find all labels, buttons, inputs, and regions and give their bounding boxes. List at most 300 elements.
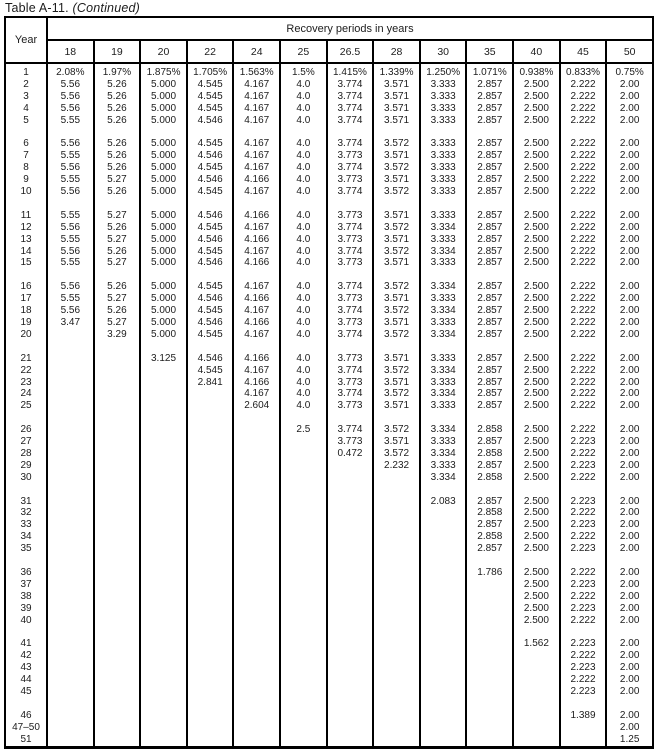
value-cell-30yr: 3.333 (420, 115, 467, 127)
value-cell-26.5yr: 3.773 (327, 234, 374, 246)
spacer-cell (606, 341, 653, 353)
value-cell-26.5yr: 3.774 (327, 281, 374, 293)
value-cell-35yr: 2.857 (466, 317, 513, 329)
value-cell-35yr (466, 674, 513, 686)
value-cell-40yr: 2.500 (513, 472, 560, 484)
table-row-year-27 (5, 436, 653, 448)
value-cell-40yr: 2.500 (513, 591, 560, 603)
value-cell-22yr: 4.546 (187, 210, 234, 222)
spacer-cell (187, 269, 234, 281)
value-cell-28yr: 2.232 (373, 460, 420, 472)
value-cell-20yr: 5.000 (140, 91, 187, 103)
value-cell-28yr (373, 472, 420, 484)
value-cell-30yr (420, 734, 467, 747)
value-cell-40yr: 2.500 (513, 174, 560, 186)
value-cell-30yr: 3.333 (420, 257, 467, 269)
value-cell-18yr: 5.55 (47, 234, 94, 246)
value-cell-20yr: 5.000 (140, 79, 187, 91)
value-cell-25yr: 4.0 (280, 115, 327, 127)
value-cell-40yr: 2.500 (513, 460, 560, 472)
year-cell: 7 (5, 150, 47, 162)
value-cell-26.5yr: 3.774 (327, 115, 374, 127)
spacer-cell (513, 198, 560, 210)
value-cell-22yr: 4.545 (187, 305, 234, 317)
value-cell-18yr (47, 543, 94, 555)
value-cell-45yr: 2.222 (560, 210, 607, 222)
value-cell-20yr (140, 710, 187, 722)
value-cell-22yr (187, 734, 234, 747)
value-cell-24yr: 4.166 (233, 257, 280, 269)
value-cell-40yr: 2.500 (513, 305, 560, 317)
spacer-cell (560, 269, 607, 281)
spacer-cell (560, 555, 607, 567)
period-header-30: 30 (420, 40, 467, 63)
value-cell-20yr: 3.125 (140, 353, 187, 365)
table-title (4, 0, 654, 16)
spacer-cell (606, 198, 653, 210)
value-cell-40yr: 2.500 (513, 365, 560, 377)
value-cell-20yr: 5.000 (140, 174, 187, 186)
value-cell-24yr (233, 472, 280, 484)
value-cell-18yr (47, 603, 94, 615)
value-cell-50yr: 2.00 (606, 400, 653, 412)
value-cell-50yr: 2.00 (606, 638, 653, 650)
value-cell-24yr (233, 436, 280, 448)
table-row-year-6 (5, 138, 653, 150)
value-cell-26.5yr (327, 674, 374, 686)
spacer-cell (513, 555, 560, 567)
spacer-cell (420, 127, 467, 139)
value-cell-24yr (233, 686, 280, 698)
value-cell-30yr: 3.333 (420, 210, 467, 222)
value-cell-26.5yr: 3.774 (327, 388, 374, 400)
value-cell-45yr: 2.222 (560, 103, 607, 115)
year-cell: 3 (5, 91, 47, 103)
table-row-year-29 (5, 460, 653, 472)
value-cell-50yr: 2.00 (606, 317, 653, 329)
value-cell-24yr (233, 496, 280, 508)
group-spacer-row (5, 269, 653, 281)
value-cell-35yr: 2.857 (466, 162, 513, 174)
value-cell-28yr: 3.571 (373, 174, 420, 186)
value-cell-19yr (94, 686, 141, 698)
spacer-cell (420, 341, 467, 353)
value-cell-50yr: 2.00 (606, 329, 653, 341)
value-cell-26.5yr: 0.472 (327, 448, 374, 460)
year-cell: 45 (5, 686, 47, 698)
spacer-cell (47, 269, 94, 281)
year-cell: 29 (5, 460, 47, 472)
group-spacer-row (5, 626, 653, 638)
spacer-cell (466, 626, 513, 638)
value-cell-45yr: 2.222 (560, 281, 607, 293)
value-cell-19yr (94, 448, 141, 460)
value-cell-30yr (420, 579, 467, 591)
value-cell-45yr: 2.222 (560, 150, 607, 162)
spacer-cell (187, 484, 234, 496)
spacer-cell (94, 626, 141, 638)
value-cell-35yr: 2.857 (466, 353, 513, 365)
value-cell-22yr (187, 579, 234, 591)
spacer-cell (140, 484, 187, 496)
period-header-18: 18 (47, 40, 94, 63)
value-cell-30yr: 3.333 (420, 377, 467, 389)
spacer-cell (140, 698, 187, 710)
value-cell-30yr: 3.333 (420, 460, 467, 472)
value-cell-24yr: 4.167 (233, 281, 280, 293)
value-cell-50yr: 2.00 (606, 615, 653, 627)
value-cell-35yr: 2.857 (466, 305, 513, 317)
value-cell-25yr: 4.0 (280, 150, 327, 162)
year-cell: 39 (5, 603, 47, 615)
value-cell-30yr: 3.334 (420, 305, 467, 317)
period-header-45: 45 (560, 40, 607, 63)
spacer-cell (373, 626, 420, 638)
value-cell-18yr (47, 722, 94, 734)
spacer-cell (420, 198, 467, 210)
year-cell: 16 (5, 281, 47, 293)
value-cell-28yr: 1.339% (373, 63, 420, 79)
value-cell-19yr (94, 424, 141, 436)
value-cell-30yr: 1.250% (420, 63, 467, 79)
value-cell-35yr: 2.857 (466, 377, 513, 389)
year-cell: 40 (5, 615, 47, 627)
value-cell-22yr: 4.545 (187, 281, 234, 293)
value-cell-45yr: 2.222 (560, 591, 607, 603)
value-cell-19yr (94, 436, 141, 448)
table-row-year-28 (5, 448, 653, 460)
value-cell-50yr: 2.00 (606, 436, 653, 448)
value-cell-40yr: 2.500 (513, 377, 560, 389)
spacer-cell (327, 484, 374, 496)
spacer-cell (606, 484, 653, 496)
period-header-50: 50 (606, 40, 653, 63)
value-cell-19yr (94, 591, 141, 603)
value-cell-26.5yr: 3.773 (327, 400, 374, 412)
year-column-header: Year (5, 17, 47, 63)
spacer-cell (513, 127, 560, 139)
value-cell-25yr: 4.0 (280, 353, 327, 365)
value-cell-26.5yr (327, 734, 374, 747)
value-cell-26.5yr: 1.415% (327, 63, 374, 79)
value-cell-24yr (233, 448, 280, 460)
value-cell-18yr: 2.08% (47, 63, 94, 79)
value-cell-26.5yr (327, 567, 374, 579)
value-cell-20yr: 5.000 (140, 293, 187, 305)
value-cell-30yr: 3.333 (420, 400, 467, 412)
year-cell: 33 (5, 519, 47, 531)
value-cell-30yr: 3.333 (420, 103, 467, 115)
value-cell-26.5yr: 3.774 (327, 424, 374, 436)
year-cell: 2 (5, 79, 47, 91)
value-cell-40yr: 2.500 (513, 103, 560, 115)
period-header-26.5: 26.5 (327, 40, 374, 63)
value-cell-45yr (560, 734, 607, 747)
value-cell-28yr (373, 638, 420, 650)
value-cell-26.5yr: 3.774 (327, 246, 374, 258)
value-cell-40yr: 2.500 (513, 138, 560, 150)
value-cell-45yr: 2.222 (560, 365, 607, 377)
value-cell-45yr: 2.223 (560, 543, 607, 555)
value-cell-22yr: 4.545 (187, 186, 234, 198)
value-cell-18yr (47, 329, 94, 341)
value-cell-26.5yr (327, 662, 374, 674)
value-cell-26.5yr (327, 603, 374, 615)
table-row-year-47–50 (5, 722, 653, 734)
value-cell-50yr: 2.00 (606, 579, 653, 591)
value-cell-35yr: 2.858 (466, 424, 513, 436)
spacer-cell (560, 341, 607, 353)
value-cell-26.5yr: 3.774 (327, 365, 374, 377)
value-cell-22yr (187, 448, 234, 460)
year-cell: 22 (5, 365, 47, 377)
value-cell-40yr: 2.500 (513, 162, 560, 174)
value-cell-18yr: 3.47 (47, 317, 94, 329)
value-cell-22yr (187, 591, 234, 603)
value-cell-40yr: 2.500 (513, 317, 560, 329)
value-cell-28yr: 3.572 (373, 162, 420, 174)
spacer-cell (94, 269, 141, 281)
value-cell-18yr (47, 400, 94, 412)
period-header-25: 25 (280, 40, 327, 63)
spacer-cell (560, 484, 607, 496)
value-cell-40yr: 2.500 (513, 234, 560, 246)
value-cell-30yr: 3.334 (420, 388, 467, 400)
recovery-periods-header: Recovery periods in years (47, 17, 653, 40)
value-cell-40yr: 2.500 (513, 115, 560, 127)
period-header-19: 19 (94, 40, 141, 63)
spacer-cell (606, 269, 653, 281)
year-cell: 20 (5, 329, 47, 341)
value-cell-35yr: 2.857 (466, 281, 513, 293)
table-row-year-18 (5, 305, 653, 317)
value-cell-40yr: 2.500 (513, 91, 560, 103)
value-cell-25yr: 4.0 (280, 329, 327, 341)
table-row-year-25 (5, 400, 653, 412)
value-cell-50yr: 2.00 (606, 448, 653, 460)
value-cell-18yr (47, 591, 94, 603)
value-cell-28yr: 3.571 (373, 210, 420, 222)
year-cell: 35 (5, 543, 47, 555)
value-cell-35yr: 2.857 (466, 91, 513, 103)
value-cell-25yr: 4.0 (280, 138, 327, 150)
value-cell-28yr (373, 650, 420, 662)
year-cell: 1 (5, 63, 47, 79)
value-cell-50yr: 2.00 (606, 567, 653, 579)
value-cell-26.5yr: 3.773 (327, 353, 374, 365)
value-cell-45yr: 2.222 (560, 507, 607, 519)
value-cell-45yr: 0.833% (560, 63, 607, 79)
spacer-cell (466, 269, 513, 281)
value-cell-35yr: 2.857 (466, 150, 513, 162)
value-cell-18yr: 5.56 (47, 305, 94, 317)
value-cell-28yr (373, 722, 420, 734)
year-cell: 4 (5, 103, 47, 115)
value-cell-50yr: 2.00 (606, 138, 653, 150)
period-header-40: 40 (513, 40, 560, 63)
spacer-cell (466, 127, 513, 139)
value-cell-40yr: 2.500 (513, 79, 560, 91)
value-cell-24yr (233, 710, 280, 722)
value-cell-28yr (373, 543, 420, 555)
table-row-year-26 (5, 424, 653, 436)
spacer-cell (5, 127, 47, 139)
spacer-cell (140, 626, 187, 638)
value-cell-35yr: 2.858 (466, 531, 513, 543)
value-cell-40yr: 0.938% (513, 63, 560, 79)
value-cell-26.5yr (327, 507, 374, 519)
value-cell-22yr (187, 388, 234, 400)
value-cell-40yr: 2.500 (513, 507, 560, 519)
spacer-cell (373, 341, 420, 353)
value-cell-19yr (94, 365, 141, 377)
value-cell-35yr: 2.857 (466, 246, 513, 258)
value-cell-22yr: 4.545 (187, 138, 234, 150)
value-cell-20yr (140, 448, 187, 460)
value-cell-20yr: 5.000 (140, 246, 187, 258)
value-cell-25yr (280, 519, 327, 531)
value-cell-25yr (280, 579, 327, 591)
value-cell-45yr: 2.222 (560, 353, 607, 365)
period-header-28: 28 (373, 40, 420, 63)
spacer-cell (187, 127, 234, 139)
spacer-cell (280, 484, 327, 496)
value-cell-26.5yr: 3.773 (327, 317, 374, 329)
value-cell-26.5yr (327, 531, 374, 543)
spacer-cell (47, 412, 94, 424)
value-cell-24yr (233, 674, 280, 686)
value-cell-20yr (140, 531, 187, 543)
spacer-cell (94, 412, 141, 424)
value-cell-28yr (373, 567, 420, 579)
value-cell-40yr: 2.500 (513, 246, 560, 258)
spacer-cell (513, 269, 560, 281)
value-cell-25yr (280, 710, 327, 722)
value-cell-22yr: 4.546 (187, 257, 234, 269)
value-cell-24yr (233, 662, 280, 674)
value-cell-28yr (373, 603, 420, 615)
value-cell-22yr (187, 519, 234, 531)
value-cell-50yr: 1.25 (606, 734, 653, 747)
year-cell: 19 (5, 317, 47, 329)
value-cell-25yr: 4.0 (280, 174, 327, 186)
group-spacer-row (5, 341, 653, 353)
spacer-cell (373, 127, 420, 139)
year-cell: 11 (5, 210, 47, 222)
value-cell-18yr (47, 496, 94, 508)
value-cell-30yr: 3.334 (420, 222, 467, 234)
value-cell-30yr (420, 638, 467, 650)
value-cell-24yr: 4.166 (233, 210, 280, 222)
year-cell: 31 (5, 496, 47, 508)
value-cell-35yr: 1.786 (466, 567, 513, 579)
value-cell-45yr: 2.222 (560, 234, 607, 246)
value-cell-30yr (420, 662, 467, 674)
spacer-cell (466, 555, 513, 567)
value-cell-26.5yr (327, 519, 374, 531)
value-cell-28yr (373, 662, 420, 674)
spacer-cell (373, 198, 420, 210)
value-cell-40yr: 2.500 (513, 281, 560, 293)
spacer-cell (280, 555, 327, 567)
value-cell-30yr: 3.333 (420, 353, 467, 365)
value-cell-20yr (140, 591, 187, 603)
spacer-cell (466, 698, 513, 710)
value-cell-50yr: 2.00 (606, 174, 653, 186)
value-cell-30yr: 3.333 (420, 293, 467, 305)
year-cell: 14 (5, 246, 47, 258)
value-cell-35yr: 2.857 (466, 257, 513, 269)
year-cell: 17 (5, 293, 47, 305)
value-cell-26.5yr (327, 496, 374, 508)
value-cell-35yr: 2.857 (466, 138, 513, 150)
value-cell-30yr: 3.333 (420, 317, 467, 329)
value-cell-50yr: 2.00 (606, 222, 653, 234)
value-cell-24yr (233, 531, 280, 543)
value-cell-22yr (187, 400, 234, 412)
value-cell-26.5yr (327, 460, 374, 472)
value-cell-18yr (47, 579, 94, 591)
value-cell-40yr: 2.500 (513, 222, 560, 234)
value-cell-45yr: 2.222 (560, 531, 607, 543)
value-cell-50yr: 2.00 (606, 603, 653, 615)
value-cell-26.5yr: 3.774 (327, 186, 374, 198)
table-row-year-2 (5, 79, 653, 91)
spacer-cell (466, 341, 513, 353)
value-cell-24yr: 4.166 (233, 174, 280, 186)
value-cell-45yr: 2.222 (560, 174, 607, 186)
value-cell-35yr: 2.857 (466, 103, 513, 115)
value-cell-22yr: 4.546 (187, 234, 234, 246)
value-cell-30yr: 3.334 (420, 281, 467, 293)
value-cell-19yr (94, 579, 141, 591)
value-cell-28yr: 3.572 (373, 246, 420, 258)
value-cell-40yr (513, 662, 560, 674)
value-cell-26.5yr (327, 543, 374, 555)
spacer-cell (606, 127, 653, 139)
value-cell-35yr: 2.857 (466, 436, 513, 448)
value-cell-26.5yr (327, 638, 374, 650)
value-cell-25yr: 4.0 (280, 210, 327, 222)
value-cell-19yr: 1.97% (94, 63, 141, 79)
value-cell-50yr: 2.00 (606, 305, 653, 317)
value-cell-35yr: 2.857 (466, 388, 513, 400)
spacer-cell (560, 698, 607, 710)
spacer-cell (327, 269, 374, 281)
value-cell-50yr: 2.00 (606, 234, 653, 246)
value-cell-19yr: 5.26 (94, 186, 141, 198)
spacer-cell (373, 269, 420, 281)
value-cell-40yr: 2.500 (513, 186, 560, 198)
value-cell-50yr: 2.00 (606, 722, 653, 734)
year-cell: 51 (5, 734, 47, 747)
table-body (5, 63, 653, 747)
spacer-cell (560, 127, 607, 139)
spacer-cell (327, 198, 374, 210)
table-row-year-3 (5, 91, 653, 103)
value-cell-24yr: 4.167 (233, 329, 280, 341)
value-cell-25yr (280, 662, 327, 674)
spacer-cell (5, 626, 47, 638)
value-cell-18yr (47, 615, 94, 627)
value-cell-22yr (187, 424, 234, 436)
value-cell-20yr (140, 519, 187, 531)
value-cell-20yr (140, 567, 187, 579)
value-cell-24yr: 4.167 (233, 150, 280, 162)
value-cell-19yr: 5.26 (94, 305, 141, 317)
value-cell-18yr (47, 662, 94, 674)
value-cell-50yr: 2.00 (606, 162, 653, 174)
